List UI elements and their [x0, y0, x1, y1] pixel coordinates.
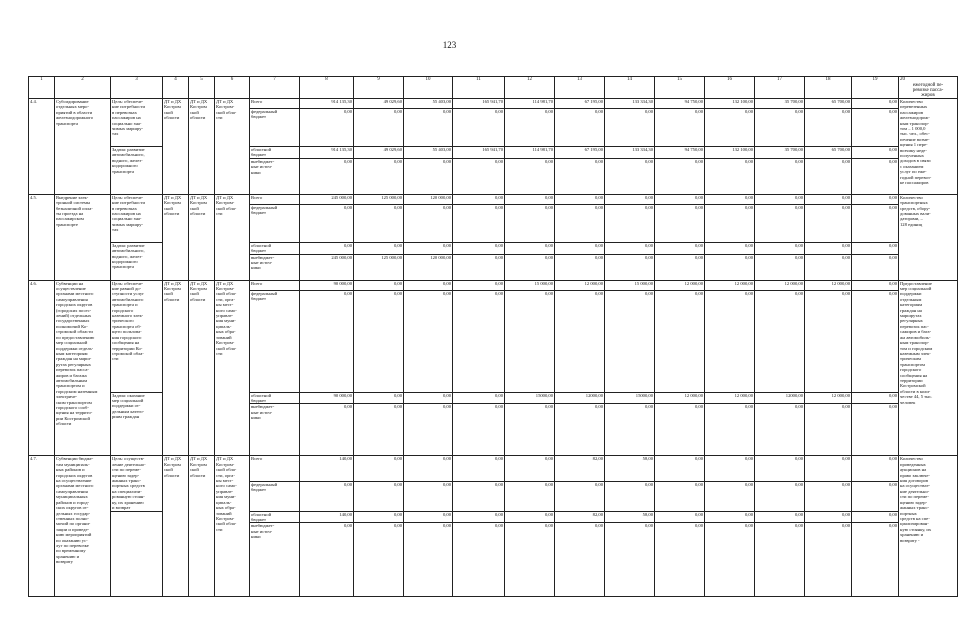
amount-cell: 0,00 — [605, 204, 655, 242]
amount-cell: 0,00 — [605, 194, 655, 204]
goal-text: Цель: осуществ- ление деятельно- сти по переме- щению задер- жанных транс- портных средств на специализи- рованную стоян- ку, их хранению и возврат — [111, 456, 163, 511]
amount-cell: 0,00 — [755, 194, 805, 204]
amount-cell: 132 100,00 — [705, 99, 755, 109]
amount-cell: 65 700,00 — [805, 99, 852, 109]
amount-cell: 0,00 — [300, 404, 354, 456]
amount-cell: 12 000,00 — [805, 280, 852, 290]
amount-cell: 0,00 — [354, 280, 404, 290]
amount-cell: 165 941,70 — [453, 147, 505, 159]
header-cell-6: 6 — [215, 77, 250, 99]
amount-cell: 0,00 — [655, 404, 705, 456]
executor-col6: ДТ и ДХ Костром- ской обла- сти — [215, 99, 250, 195]
expected-result: Количество проведенных аукционов на право заключе- ния договоров на осуществле- ние деятельно- сти по переме- щению задер- жанных транс- портных средств на спе- циализирован- ную стоянку, их хранению и возврату - — [899, 456, 958, 597]
amount-cell: 0,00 — [300, 242, 354, 254]
amount-cell: 0,00 — [300, 523, 354, 597]
page-number: 123 — [442, 40, 457, 50]
funding-source: федеральный бюджет — [250, 204, 300, 242]
executor-col6: ДТ и ДХ Костром- ской обла- сти, орга- ны мест- ного само- управле- ния муни- ципаль- ных обра- зований Костром- ской обла- сти — [215, 456, 250, 597]
amount-cell: 0,00 — [805, 481, 852, 511]
amount-cell: 0,00 — [453, 481, 505, 511]
funding-source: областной бюджет — [250, 242, 300, 254]
amount-cell: 0,00 — [705, 511, 755, 523]
row-number: 4.6. — [29, 280, 55, 456]
amount-cell: 12 000,00 — [705, 392, 755, 404]
amount-cell: 0,00 — [404, 392, 453, 404]
header-cell-9: 9 — [354, 77, 404, 99]
table-row — [29, 456, 958, 481]
amount-cell: 15000,00 — [605, 392, 655, 404]
amount-cell: 0,00 — [655, 290, 705, 392]
amount-cell: 65 700,00 — [805, 147, 852, 159]
amount-cell: 0,00 — [453, 242, 505, 254]
amount-cell: 0,00 — [805, 290, 852, 392]
executor-col5: ДТ и ДХ Костром ской области — [189, 280, 215, 456]
amount-cell: 0,00 — [852, 109, 899, 147]
activity-name: Субвенции на осуществление органами местного самоуправления городских округов (городских посеc- лений) отдельных государственных полномочий Ко- стромской области по предоставлению мер социальной поддержки отдель- ным категориям граждан на марш- рутах регулярных перевозок пасса- жиров и багажа автомобильным транспортом и городским наземным электриче- ским транспортом городского сооб- щения на террито- рии Костромской области — [55, 280, 111, 456]
amount-cell: 0,00 — [300, 290, 354, 392]
amount-cell: 0,00 — [705, 456, 755, 481]
amount-cell: 0,00 — [705, 481, 755, 511]
amount-cell: 0,00 — [453, 511, 505, 523]
table-row — [29, 280, 958, 290]
funding-source: Всего — [250, 456, 300, 481]
amount-cell: 120 000,00 — [404, 194, 453, 204]
amount-cell: 55 403,00 — [404, 99, 453, 109]
amount-cell: 0,00 — [505, 194, 555, 204]
task-text — [111, 511, 163, 597]
amount-cell: 0,00 — [453, 254, 505, 280]
amount-cell: 0,00 — [655, 242, 705, 254]
amount-cell: 0,00 — [505, 254, 555, 280]
amount-cell: 0,00 — [555, 242, 605, 254]
amount-cell: 0,00 — [404, 523, 453, 597]
amount-cell: 0,00 — [852, 147, 899, 159]
amount-cell: 49 029,60 — [354, 147, 404, 159]
amount-cell: 0,00 — [555, 481, 605, 511]
amount-cell: 0,00 — [505, 511, 555, 523]
amount-cell: 15 000,00 — [505, 280, 555, 290]
amount-cell: 0,00 — [705, 404, 755, 456]
amount-cell: 0,00 — [354, 242, 404, 254]
row-number: 4.4. — [29, 99, 55, 195]
amount-cell: 58,00 — [605, 456, 655, 481]
amount-cell: 0,00 — [300, 481, 354, 511]
amount-cell: 0,00 — [354, 456, 404, 481]
amount-cell: 0,00 — [555, 204, 605, 242]
amount-cell: 49 029,60 — [354, 99, 404, 109]
amount-cell: 0,00 — [453, 456, 505, 481]
amount-cell: 0,00 — [852, 254, 899, 280]
amount-cell: 0,00 — [505, 456, 555, 481]
amount-cell: 15000,00 — [505, 392, 555, 404]
amount-cell: 0,00 — [705, 109, 755, 147]
expected-result: Количество перевезенных пассажиров железнодорож- ным транспор- том – 1 000,0 тыс. чел., обес- печение возме- щения 1 пере- возчику неде- полученных доходов в связи с оказанием услуг по еже- годной перевоз- ке пассажиров — [899, 99, 958, 195]
header-cell-12: 12 — [505, 77, 555, 99]
amount-cell: 0,00 — [755, 109, 805, 147]
amount-cell: 0,00 — [805, 523, 852, 597]
amount-cell: 0,00 — [655, 109, 705, 147]
amount-cell: 0,00 — [453, 158, 505, 194]
header-cell-3: 3 — [111, 77, 163, 99]
amount-cell: 0,00 — [354, 158, 404, 194]
amount-cell: 94 750,00 — [655, 147, 705, 159]
header-cell-17: 17 — [755, 77, 805, 99]
amount-cell: 0,00 — [555, 194, 605, 204]
amount-cell: 0,00 — [453, 204, 505, 242]
amount-cell: 0,00 — [453, 523, 505, 597]
amount-cell: 15 000,00 — [605, 280, 655, 290]
funding-source: областной бюджет — [250, 147, 300, 159]
amount-cell: 0,00 — [755, 290, 805, 392]
amount-cell: 0,00 — [605, 404, 655, 456]
amount-cell: 0,00 — [805, 404, 852, 456]
amount-cell: 0,00 — [404, 280, 453, 290]
amount-cell: 0,00 — [755, 511, 805, 523]
amount-cell: 12 000,00 — [755, 280, 805, 290]
amount-cell: 0,00 — [655, 456, 705, 481]
amount-cell: 0,00 — [404, 481, 453, 511]
funding-source: внебюджет- ные источ- ники — [250, 254, 300, 280]
funding-source: внебюджет- ные источ- ники — [250, 523, 300, 597]
header-cell-10: 10 — [404, 77, 453, 99]
amount-cell: 0,00 — [453, 290, 505, 392]
amount-cell: 0,00 — [755, 242, 805, 254]
amount-cell: 0,00 — [852, 204, 899, 242]
amount-cell: 0,00 — [755, 204, 805, 242]
amount-cell: 0,00 — [805, 511, 852, 523]
amount-cell: 125 000,00 — [354, 194, 404, 204]
amount-cell: 0,00 — [852, 158, 899, 194]
amount-cell: 0,00 — [852, 280, 899, 290]
amount-cell: 0,00 — [755, 254, 805, 280]
amount-cell: 0,00 — [605, 523, 655, 597]
funding-source: федеральный бюджет — [250, 109, 300, 147]
amount-cell: 0,00 — [404, 290, 453, 392]
amount-cell: 0,00 — [755, 481, 805, 511]
amount-cell: 94 750,00 — [655, 99, 705, 109]
row-number: 4.7. — [29, 456, 55, 597]
amount-cell: 140,00 — [300, 511, 354, 523]
amount-cell: 0,00 — [453, 404, 505, 456]
goal-text: Цель: обеспече- ние потребности в перевозках пассажиров на социально зна- чимых маршру- тах — [111, 194, 163, 242]
activity-name: Субсидирование отдельных меро- приятий в области железнодорожного транспорта — [55, 99, 111, 195]
amount-cell: 12 000,00 — [555, 280, 605, 290]
amount-cell: 0,00 — [655, 204, 705, 242]
header-row — [29, 77, 958, 99]
amount-cell: 0,00 — [300, 109, 354, 147]
amount-cell: 0,00 — [852, 392, 899, 404]
executor-col4: ДТ и ДХ Костром ской области — [163, 456, 189, 597]
funding-source: Всего — [250, 280, 300, 290]
amount-cell: 0,00 — [404, 404, 453, 456]
amount-cell: 0,00 — [805, 194, 852, 204]
amount-cell: 0,00 — [655, 254, 705, 280]
header-cell-8: 8 — [300, 77, 354, 99]
amount-cell: 0,00 — [505, 242, 555, 254]
header-cell-18: 18 — [805, 77, 852, 99]
amount-cell: 0,00 — [505, 204, 555, 242]
header-cell-5: 5 — [189, 77, 215, 99]
amount-cell: 12 000,00 — [655, 392, 705, 404]
amount-cell: 0,00 — [705, 194, 755, 204]
amount-cell: 0,00 — [655, 523, 705, 597]
amount-cell: 0,00 — [354, 109, 404, 147]
executor-col4: ДТ и ДХ Костром ской области — [163, 280, 189, 456]
amount-cell: 0,00 — [852, 242, 899, 254]
header-cell-20: 20 ежегодной пе- ревозке пасса- жиров — [899, 77, 958, 99]
amount-cell: 0,00 — [300, 158, 354, 194]
amount-cell: 0,00 — [805, 254, 852, 280]
amount-cell: 0,00 — [705, 290, 755, 392]
amount-cell: 0,00 — [805, 158, 852, 194]
amount-cell: 0,00 — [555, 158, 605, 194]
amount-cell: 0,00 — [852, 511, 899, 523]
amount-cell: 0,00 — [404, 204, 453, 242]
amount-cell: 0,00 — [852, 194, 899, 204]
header-cell-13: 13 — [555, 77, 605, 99]
amount-cell: 0,00 — [505, 158, 555, 194]
executor-col4: ДТ и ДХ Костром ской области — [163, 99, 189, 195]
amount-cell: 0,00 — [555, 254, 605, 280]
goal-text: Цель: обеспече- ние равной до- ступности услуг автомобильного транспорта и городского наземного элек- трического транспорта об- щего пользова- ния городского сообщения на территории Ко- стромской обла- сти — [111, 280, 163, 392]
amount-cell: 0,00 — [655, 481, 705, 511]
amount-cell: 0,00 — [852, 290, 899, 392]
amount-cell: 0,00 — [605, 158, 655, 194]
table-row — [29, 99, 958, 109]
amount-cell: 12000,00 — [555, 392, 605, 404]
executor-col6: ДТ и ДХ Костром- ской обла- сти — [215, 194, 250, 280]
amount-cell: 0,00 — [505, 523, 555, 597]
amount-cell: 55 403,00 — [404, 147, 453, 159]
amount-cell: 0,00 — [805, 242, 852, 254]
amount-cell: 0,00 — [605, 254, 655, 280]
amount-cell: 0,00 — [505, 481, 555, 511]
task-text: Задача: оказание мер социальной поддержки от- дельным катего- риям граждан — [111, 392, 163, 456]
amount-cell: 0,00 — [705, 204, 755, 242]
amount-cell: 90 000,00 — [300, 392, 354, 404]
amount-cell: 12000,00 — [755, 392, 805, 404]
amount-cell: 0,00 — [655, 511, 705, 523]
task-text: Задача: развитие автомобильного, водного, желез- нодорожного транспорта — [111, 242, 163, 280]
activity-name: Субвенции бюдже- там муниципаль- ных районов и городских округов на осуществление органами местного самоуправления муниципальных районов и город- ских округов от- дельных государ- ственных полно- мочий по органи- зации и проведе- нию мероприятий по оказанию ус- луг по перевозке по временному хранению и возврату — [55, 456, 111, 597]
amount-cell: 35 700,00 — [755, 147, 805, 159]
amount-cell: 90 000,00 — [300, 280, 354, 290]
amount-cell: 0,00 — [852, 404, 899, 456]
header-cell-1: 1 — [29, 77, 55, 99]
amount-cell: 133 334,30 — [605, 99, 655, 109]
expected-result: Предоставление мер социальной поддержки отдельным категориям граждан на маршрутах регулярных перевозок пас- сажиров и бага- жа автомобиль- ным транспор- том и городским наземным элек- трическим транспортом городского сообщения на территории Костромской области в коли- честве 44, 5 тыс. человек — [899, 280, 958, 456]
amount-cell: 125 000,00 — [354, 254, 404, 280]
amount-cell: 0,00 — [354, 392, 404, 404]
amount-cell: 0,00 — [404, 109, 453, 147]
header-cell-14: 14 — [605, 77, 655, 99]
amount-cell: 12 000,00 — [655, 280, 705, 290]
amount-cell: 58,00 — [605, 511, 655, 523]
table-row — [29, 194, 958, 204]
funding-source: федеральный бюджет — [250, 481, 300, 511]
funding-source: областной бюджет — [250, 511, 300, 523]
executor-col5: ДТ и ДХ Костром ской области — [189, 194, 215, 280]
header-cell-19: 19 — [852, 77, 899, 99]
amount-cell: 165 941,70 — [453, 99, 505, 109]
amount-cell: 0,00 — [605, 109, 655, 147]
executor-col6: ДТ и ДХ Костром- ской обла- сти, орга- ны мест- ного само- управле- ния муни- ципаль- ных обра- зований Костром- ской обла- сти — [215, 280, 250, 456]
executor-col5: ДТ и ДХ Костром ской области — [189, 456, 215, 597]
amount-cell: 0,00 — [705, 523, 755, 597]
header-cell-15: 15 — [655, 77, 705, 99]
amount-cell: 914 135,30 — [300, 147, 354, 159]
amount-cell: 0,00 — [300, 204, 354, 242]
amount-cell: 0,00 — [404, 242, 453, 254]
amount-cell: 0,00 — [705, 242, 755, 254]
funding-source: федеральный бюджет — [250, 290, 300, 392]
amount-cell: 0,00 — [705, 254, 755, 280]
amount-cell: 0,00 — [805, 204, 852, 242]
amount-cell: 0,00 — [453, 280, 505, 290]
amount-cell: 0,00 — [505, 109, 555, 147]
amount-cell: 0,00 — [354, 481, 404, 511]
amount-cell: 0,00 — [555, 404, 605, 456]
amount-cell: 0,00 — [605, 481, 655, 511]
task-text: Задача: развитие автомобильного, водного, желез- нодорожного транспорта — [111, 147, 163, 195]
header-cell-2: 2 — [55, 77, 111, 99]
amount-cell: 0,00 — [404, 158, 453, 194]
amount-cell: 114 981,70 — [505, 99, 555, 109]
amount-cell: 0,00 — [755, 456, 805, 481]
amount-cell: 0,00 — [805, 456, 852, 481]
amount-cell: 914 135,30 — [300, 99, 354, 109]
header-cell-7: 7 — [250, 77, 300, 99]
amount-cell: 0,00 — [354, 204, 404, 242]
executor-col4: ДТ и ДХ Костром ской области — [163, 194, 189, 280]
amount-cell: 0,00 — [404, 511, 453, 523]
amount-cell: 132 100,00 — [705, 147, 755, 159]
amount-cell: 0,00 — [852, 456, 899, 481]
header-cell-11: 11 — [453, 77, 505, 99]
funding-source: Всего — [250, 194, 300, 204]
amount-cell: 12 000,00 — [705, 280, 755, 290]
amount-cell: 0,00 — [555, 523, 605, 597]
executor-col5: ДТ и ДХ Костром ской области — [189, 99, 215, 195]
funding-source: областной бюджет — [250, 392, 300, 404]
amount-cell: 0,00 — [505, 404, 555, 456]
row-number: 4.5. — [29, 194, 55, 280]
amount-cell: 67 195,00 — [555, 147, 605, 159]
funding-source: Всего — [250, 99, 300, 109]
amount-cell: 0,00 — [705, 158, 755, 194]
amount-cell: 0,00 — [453, 194, 505, 204]
amount-cell: 82,00 — [555, 511, 605, 523]
amount-cell: 0,00 — [453, 109, 505, 147]
amount-cell: 0,00 — [655, 158, 705, 194]
header-col20-extra: ежегодной пе- ревозке пасса- жиров — [912, 83, 944, 98]
amount-cell: 82,00 — [555, 456, 605, 481]
amount-cell: 0,00 — [655, 194, 705, 204]
amount-cell: 245 000,00 — [300, 194, 354, 204]
amount-cell: 0,00 — [354, 523, 404, 597]
amount-cell: 0,00 — [852, 99, 899, 109]
amount-cell: 0,00 — [852, 523, 899, 597]
amount-cell: 120 000,00 — [404, 254, 453, 280]
expected-result: Количество транспортных средств, обору- дованных вали- даторами, – 128 единиц — [899, 194, 958, 280]
amount-cell: 114 981,70 — [505, 147, 555, 159]
funding-source: внебюджет- ные источ- ники — [250, 404, 300, 456]
amount-cell: 0,00 — [354, 404, 404, 456]
amount-cell: 0,00 — [453, 392, 505, 404]
amount-cell: 133 334,30 — [605, 147, 655, 159]
amount-cell: 0,00 — [755, 158, 805, 194]
amount-cell: 245 000,00 — [300, 254, 354, 280]
activity-name: Внедрение элек- тронной системы безналичной опла- ты проезда на пассажирском транспорте — [55, 194, 111, 280]
amount-cell: 0,00 — [555, 290, 605, 392]
funding-source: внебюджет- ные источ- ники — [250, 158, 300, 194]
header-cell-16: 16 — [705, 77, 755, 99]
amount-cell: 0,00 — [755, 523, 805, 597]
program-table — [28, 76, 958, 597]
amount-cell: 0,00 — [755, 404, 805, 456]
amount-cell: 0,00 — [605, 290, 655, 392]
amount-cell: 0,00 — [354, 511, 404, 523]
amount-cell: 140,00 — [300, 456, 354, 481]
goal-text: Цель: обеспече- ние потребности в перевозках пассажиров на социально зна- чимых маршру- тах — [111, 99, 163, 147]
amount-cell: 0,00 — [404, 456, 453, 481]
amount-cell: 0,00 — [605, 242, 655, 254]
amount-cell: 67 195,00 — [555, 99, 605, 109]
amount-cell: 0,00 — [852, 481, 899, 511]
amount-cell: 0,00 — [505, 290, 555, 392]
amount-cell: 35 700,00 — [755, 99, 805, 109]
amount-cell: 0,00 — [354, 290, 404, 392]
amount-cell: 12 000,00 — [805, 392, 852, 404]
amount-cell: 0,00 — [805, 109, 852, 147]
amount-cell: 0,00 — [555, 109, 605, 147]
header-cell-4: 4 — [163, 77, 189, 99]
